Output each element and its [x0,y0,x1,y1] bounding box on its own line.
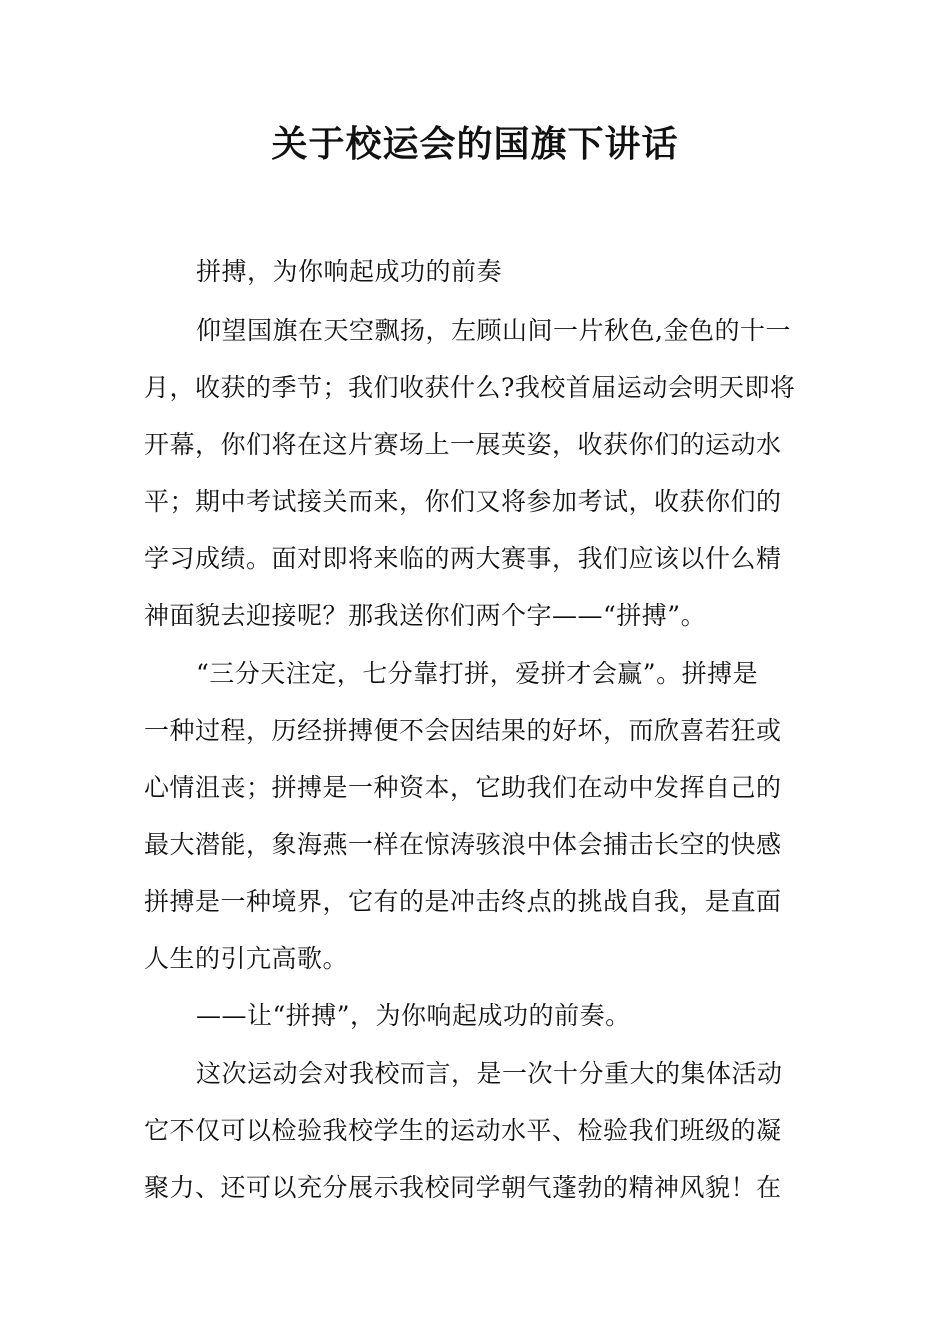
text-line: 神面貌去迎接呢？那我送你们两个字——“拼搏”。 [144,601,707,630]
text-line: 它不仅可以检验我校学生的运动水平、检验我们班级的凝 [144,1116,782,1145]
text-line: 人生的引亢高歌。 [144,944,349,973]
text-line-subtitle: 拼搏，为你响起成功的前奏 [196,257,503,286]
text-line: 聚力、还可以充分展示我校同学朝气蓬勃的精神风貌！在 [144,1173,782,1202]
text-line: 月，收获的季节；我们收获什么?我校首届运动会明天即将 [144,373,796,402]
text-line: 心情沮丧；拼搏是一种资本，它助我们在动中发挥自己的 [144,773,782,802]
text-line: 学习成绩。面对即将来临的两大赛事，我们应该以什么精 [144,544,782,573]
document-title: 关于校运会的国旗下讲话 [271,123,679,165]
text-line: 仰望国旗在天空飘扬，左顾山间一片秋色,金色的十一 [196,316,791,345]
text-line: 这次运动会对我校而言，是一次十分重大的集体活动 [196,1059,783,1088]
text-line: 拼搏是一种境界，它有的是冲击终点的挑战自我，是直面 [144,887,782,916]
text-line: 一种过程，历经拼搏便不会因结果的好坏，而欣喜若狂或 [144,716,782,745]
text-line: ——让“拼搏”，为你响起成功的前奏。 [196,1001,631,1030]
text-line: 平；期中考试接关而来，你们又将参加考试，收获你们的 [144,487,782,516]
text-line: “三分天注定，七分靠打拼，爱拼才会赢”。拼搏是 [196,659,759,688]
text-line: 最大潜能，象海燕一样在惊涛骇浪中体会捕击长空的快感 [144,830,782,859]
text-line: 开幕，你们将在这片赛场上一展英姿，收获你们的运动水 [144,430,782,459]
